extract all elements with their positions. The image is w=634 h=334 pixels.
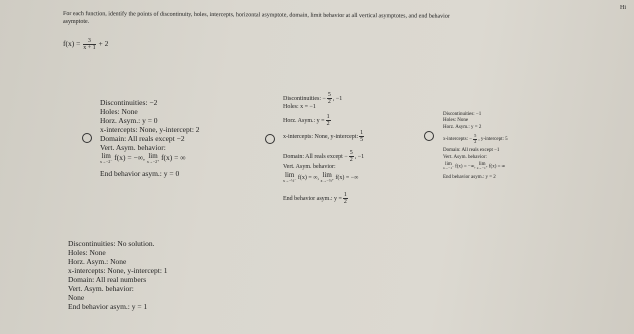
- a-lim-right: lim x→−2⁺: [146, 152, 160, 164]
- option-b-radio[interactable]: [265, 134, 275, 144]
- c-lim-right-body: f(x) = ∞: [488, 164, 506, 170]
- c-holes: Holes: None: [443, 118, 469, 123]
- function-numerator: 3: [83, 38, 95, 45]
- c-lim-left: lim x→−1⁻: [443, 162, 454, 170]
- d-holes: Holes: None: [68, 248, 106, 257]
- d-vert-asym: Vert. Asym. behavior:: [68, 284, 134, 293]
- instruction-line-1: For each function, identify the points of discontinuity, holes, intercepts, horizontal asymptote, domain, limit behavior at all vertical asymptotes, and end behavior: [62, 11, 450, 20]
- a-lim-right-body: f(x) = ∞: [161, 153, 186, 163]
- function-denominator: x + 1: [83, 45, 96, 51]
- b-vert-asym: Vert. Asym. behavior:: [283, 164, 336, 170]
- a-holes: Holes: None: [100, 107, 138, 116]
- c-lim-right: lim x→−1⁺: [476, 162, 488, 170]
- c-vert-asym: Vert. Asym. behavior:: [443, 155, 487, 160]
- a-domain: Domain: All reals except −2: [100, 134, 185, 143]
- d-discontinuities: Discontinuities: No solution.: [68, 239, 155, 248]
- option-a-radio[interactable]: [82, 133, 92, 143]
- d-domain: Domain: All real numbers: [68, 275, 147, 284]
- c-end-behavior: End behavior asym.: y = 2: [443, 175, 496, 180]
- a-horz-asym: Horz. Asym.: y = 0: [100, 116, 158, 125]
- d-end-behavior: End behavior asym.: y = 1: [68, 302, 148, 311]
- c-limits: [443, 162, 505, 171]
- c-horz-asym: Horz. Asym.: y = 2: [443, 125, 482, 130]
- d-intercepts: x-intercepts: None, y-intercept: 1: [68, 266, 168, 275]
- d-vert-none: None: [68, 293, 85, 302]
- b-discontinuities: Discontinuities: − $\frac{5}{2}$ , −1: [283, 92, 343, 105]
- d-horz-asym: Horz. Asym.: None: [68, 257, 127, 266]
- b-horz-asym: Horz. Asym.: y = $\frac{1}{2}$: [283, 114, 330, 127]
- b-holes: Holes: x = −1: [283, 104, 316, 110]
- corner-text: Hi: [620, 5, 626, 11]
- a-intercepts: x-intercepts: None, y-intercept: 2: [100, 125, 200, 134]
- b-lim-left-body: f(x) = ∞,: [297, 174, 320, 181]
- b-end-behavior: End behavior asym.: y = $\frac{1}{2}$: [283, 192, 347, 205]
- a-limits: [100, 153, 186, 164]
- b-domain: Domain: All reals except − $\frac{5}{2}$ , −1: [283, 150, 365, 163]
- function-lhs: f(x) =: [63, 39, 81, 49]
- b-limits: [283, 172, 358, 183]
- c-domain: Domain: All reals except −1: [443, 148, 500, 153]
- a-vert-asym: Vert. Asym. behavior:: [100, 143, 166, 152]
- function-fraction: [83, 38, 95, 51]
- function-tail: + 2: [98, 39, 109, 49]
- b-lim-right-body: f(x) = −∞: [335, 174, 359, 181]
- option-c-radio[interactable]: [424, 131, 434, 141]
- a-lim-left-body: f(x) = −∞,: [114, 153, 145, 163]
- instruction-line-2: asymptote.: [63, 19, 90, 25]
- a-lim-left: lim x→−2⁻: [100, 152, 113, 164]
- function-definition: [63, 38, 108, 51]
- b-lim-right: lim x→−½⁺: [320, 171, 334, 183]
- a-discontinuities: Discontinuities: −2: [100, 98, 158, 107]
- c-lim-left-body: f(x) = −∞,: [455, 164, 476, 170]
- a-end-behavior: End behavior asym.: y = 0: [100, 169, 180, 178]
- b-lim-left: lim x→−½⁻: [283, 171, 297, 183]
- c-discontinuities: Discontinuities: −1: [443, 112, 482, 117]
- b-intercepts: x-intercepts: None, y-intercept: $\frac{1}{5}$: [283, 130, 364, 143]
- c-intercepts: x-intercepts: − $\frac{5}{2}$ , y-intercept: 5: [443, 133, 508, 144]
